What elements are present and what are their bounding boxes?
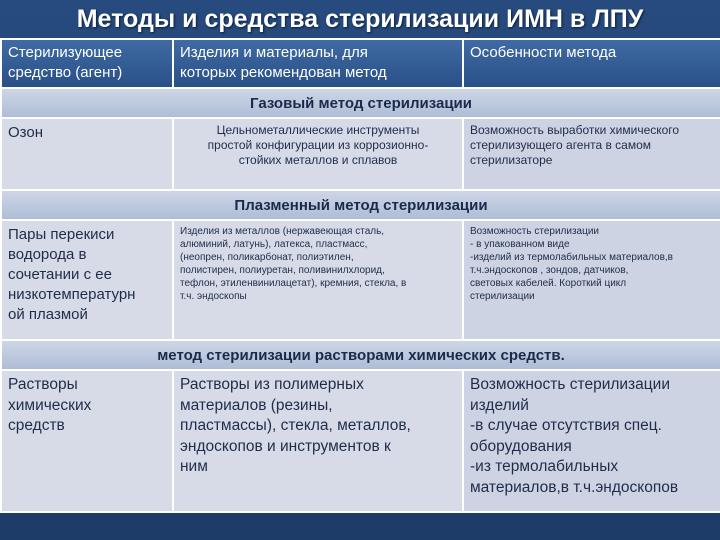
section-title-plasma: Плазменный метод стерилизации	[1, 190, 720, 220]
features-cell: Возможность стерилизации изделий -в случае отсутствия спец. оборудования -из термолабильных материалов,в т.ч.эндоскопов	[463, 370, 720, 512]
table-header-row	[1, 39, 720, 88]
section-title-gas: Газовый метод стерилизации	[1, 88, 720, 118]
header-items: Изделия и материалы, для которых рекомендован метод	[173, 39, 463, 88]
features-cell: Возможность стерилизации - в упакованном виде -изделий из термолабильных материалов,в т.ч.эндоскопов , зондов, датчиков, световых кабелей. Короткий цикл стерилизации	[463, 220, 720, 340]
section-row-chemical	[1, 340, 720, 370]
header-features: Особенности метода	[463, 39, 720, 88]
items-cell: Изделия из металлов (нержавеющая сталь, алюминий, латунь), латекса, пластмасс, (неопрен, поликарбонат, полиэтилен, полистирен, полиуретан, поливинилхлорид, тефлон, этиленвинилацетат), кремния, стекла, в т.ч. эндоскопы	[173, 220, 463, 340]
table-row-ozone	[1, 118, 720, 190]
slide-title: Методы и средства стерилизации ИМН в ЛПУ	[76, 5, 644, 33]
section-row-plasma	[1, 190, 720, 220]
agent-cell: Растворы химических средств	[1, 370, 173, 512]
agent-cell: Озон	[1, 118, 173, 190]
table-row-chemical	[1, 370, 720, 512]
features-cell: Возможность выработки химического стерилизующего агента в самом стерилизаторе	[463, 118, 720, 190]
items-cell: Растворы из полимерных материалов (резины, пластмассы), стекла, металлов, эндоскопов и инструментов к ним	[173, 370, 463, 512]
items-cell: Цельнометаллические инструменты простой конфигурации из коррозионно- стойких металлов и сплавов	[173, 118, 463, 190]
sterilization-table	[0, 38, 720, 513]
section-row-gas	[1, 88, 720, 118]
agent-cell: Пары перекиси водорода в сочетании с ее низкотемпературн ой плазмой	[1, 220, 173, 340]
header-agent: Стерилизующее средство (агент)	[1, 39, 173, 88]
table-row-plasma	[1, 220, 720, 340]
section-title-chemical: метод стерилизации растворами химических средств.	[1, 340, 720, 370]
